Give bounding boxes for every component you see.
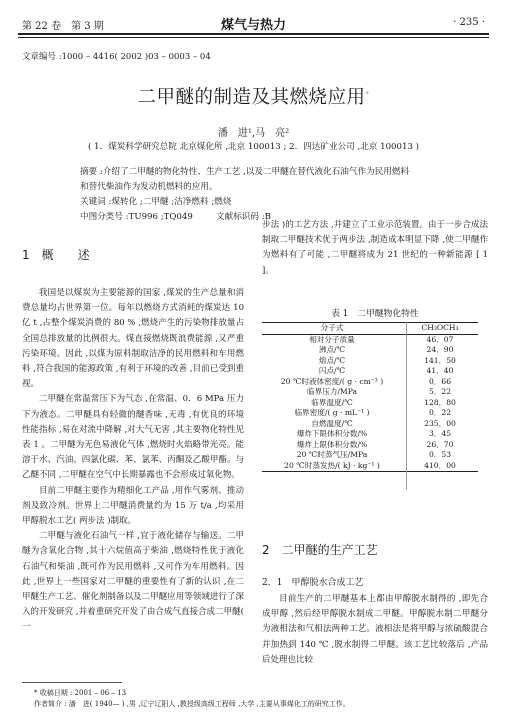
table-row	[262, 345, 478, 356]
table-row	[262, 450, 478, 461]
section-1-heading: 1 概 述	[22, 248, 90, 262]
title-footnote-mark: *	[365, 89, 370, 98]
table-row	[262, 398, 478, 409]
table-cell: 26．70	[426, 439, 454, 449]
article-number: 文章编号 :1000 – 4416( 2002 )03 – 0003 – 04	[22, 52, 211, 62]
table-caption: 表 1 二甲醚物化特性	[331, 309, 419, 319]
table-cell: 0．66	[428, 376, 452, 386]
table-cell: 爆炸上限体积分数/%	[296, 439, 368, 449]
paragraph: 我国是以煤炭为主要能源的国家 ,煤炭的生产总量和消费总量均占世界第一位。每年以燃烧方式消耗的煤炭达 10 亿 t ,占整个煤炭消费的 80 % ,燃烧产生的污染物排放量占全国总排放量的比例很大。煤直接燃烧既浪费能源 ,又严重污染环境。因此 ,以煤为原料制取洁净的民用燃料和车用燃料 ,符合我国的能源政策 ,有利于环境的改善 ,目前已受到重视。	[22, 288, 244, 390]
table-row	[262, 356, 478, 367]
right-column-bottom	[262, 592, 488, 668]
table-row	[262, 366, 478, 377]
table-row	[262, 461, 478, 472]
clc-number: 中图分类号 :TU996 ;TQ049	[80, 212, 193, 222]
table-row	[262, 429, 478, 440]
paper-title	[0, 83, 507, 109]
properties-table	[262, 322, 478, 472]
table-cell: 闪点/℃	[318, 366, 346, 375]
title-text: 二甲醚的制造及其燃烧应用	[137, 87, 366, 108]
abstract: 摘要 :介绍了二甲醚的物化特性、生产工艺 ,以及二甲醚在替代液化石油气作为民用燃料	[80, 167, 410, 177]
table-cell: 自燃温度/℃	[311, 418, 353, 428]
journal-name: 煤气与热力	[220, 18, 286, 33]
table-row	[262, 408, 478, 419]
issue-info: 第 22 卷 第 3 期	[22, 21, 104, 32]
table-cell: 141．50	[424, 355, 456, 365]
paragraph: 步法 )的工艺方法 ,并建立了工业示范装置。由于一步合成法制取二甲醚技术优于两步法 ,制造成本明显下降 ,使二甲醚作为燃料有了可能 ,二甲醚将成为 21 世纪的一种新能源 [ 1 ]。	[262, 220, 488, 276]
table-cell: 3．45	[428, 429, 452, 438]
table-cell: 沸点/℃	[318, 345, 346, 354]
table-cell: 0．22	[428, 408, 452, 417]
table-row	[262, 419, 478, 430]
table-row	[262, 387, 478, 398]
table	[262, 322, 478, 472]
table-cell: 熔点/℃	[318, 355, 346, 365]
header-rule-thin	[18, 37, 489, 38]
paragraph: 二甲醚在常温常压下为气态 ,在常温、0．6 MPa 压力下为液态。二甲醚具有轻微的醚香味 ,无毒 ,有优良的环境性能指标 ,易在对流中降解 ,对大气无害 ,其主要物化特性见表 1 。二甲醚为无色易液化气体 ,燃烧时火焰略带光亮。能溶于水、汽油、四氯化碳、苯、氯苯、丙酮及乙酸甲酯。与乙醚不同 ,二甲醚在空气中长期暴露也不会形成过氧化物。	[22, 394, 244, 481]
table-column-divider	[406, 322, 407, 490]
footnote-rule	[22, 682, 122, 683]
table-header-cell: CH₃OCH₃	[421, 323, 459, 332]
left-column	[22, 286, 244, 636]
table-cell: 128．80	[424, 397, 456, 407]
page-number: · 235 ·	[453, 17, 485, 28]
table-cell: 相对分子质量	[309, 334, 355, 344]
paragraph: 目前生产的二甲醚基本上都由甲醇脱水制得的 ,即先合成甲醇 ,然后经甲醇脱水制成二甲醚。甲醇脱水制二甲醚分为液相法和气相法两种工艺。液相法是将甲醇与浓硫酸混合并加热到 140 ℃ ,脱水制得二甲醚。该工艺比较落后 ,产品后处理也比较	[262, 594, 488, 665]
keywords: 关键词 :煤转化 ;二甲醚 ;洁净燃料 ;燃烧	[80, 197, 232, 207]
table-row	[262, 440, 478, 451]
section-2-1-heading: 2．1 甲醇脱水合成工艺	[262, 578, 364, 588]
table-cell: 20 ℃时蒸气压/MPa	[296, 450, 368, 459]
table-cell: 临界压力/MPa	[306, 387, 357, 396]
header-rule	[18, 33, 489, 35]
document-code: 文献标识码 :B	[216, 212, 271, 222]
table-cell: 41．40	[426, 366, 454, 375]
section-2-heading: 2 二甲醚的生产工艺	[262, 543, 378, 557]
paragraph: 二甲醚与液化石油气一样 ,宜于液化储存与输送。二甲醚为含氧化合物 ,其十六烷值高于柴油 ,燃烧特性优于液化石油气和柴油 ,既可作为民用燃料 ,又可作为车用燃料。因此 ,世界上一些国家对二甲醚的重要性有了新的认识 ,在二甲醚生产工艺、催化剂制备以及二甲醚应用等领域进行了深入的开发研究 ,并着重研究开发了由合成气直接合成二甲醚( 一	[22, 531, 244, 633]
table-cell: 0．53	[428, 450, 452, 459]
table-cell: 20 ℃时蒸发热/( kJ · kg⁻¹ )	[284, 460, 380, 470]
table-cell: 爆炸下限体积分数/%	[296, 429, 368, 438]
footnote-author-bio: 作者简介 : 潘 进( 1940— ) ,男 ,辽宁辽阳人 ,教授级高级工程师 ,大学 ,主要从事煤化工的研究工作。	[34, 700, 350, 708]
table-cell: 410．00	[424, 460, 456, 470]
footnote-received-date: * 收稿日期 : 2001 – 06 – 13	[34, 689, 127, 697]
table-header-cell: 分子式	[320, 323, 344, 332]
affiliation: ( 1．煤炭科学研究总院 北京煤化所 ,北京 100013 ; 2．四达矿业公司 ,北京 100013 )	[87, 142, 420, 152]
table-row	[262, 334, 478, 345]
table-cell: 临界温度/℃	[311, 397, 353, 407]
table-cell: 235．00	[424, 418, 456, 428]
authors: 潘 进¹,马 亮²	[217, 128, 290, 139]
table-header-row	[262, 323, 478, 335]
abstract-continued: 和替代柴油作为发动机燃料的应用。	[80, 182, 218, 192]
table-cell: 46．07	[426, 334, 454, 344]
paragraph: 目前二甲醚主要作为精细化工产品 ,用作气雾剂、推动剂及致冷剂。世界上二甲醚消费量约为 15 万 t/a ,均采用甲醇脱水工艺( 两步法 )制取。	[22, 485, 244, 527]
table-cell: 24．90	[426, 345, 454, 354]
table-row	[262, 377, 478, 388]
table-cell: 20 ℃时液体密度/( g · cm⁻³ )	[280, 376, 384, 386]
table-cell: 5．22	[428, 387, 452, 396]
right-column-top	[262, 218, 488, 279]
table-cell: 临界密度/( g · mL⁻¹ )	[294, 408, 370, 417]
